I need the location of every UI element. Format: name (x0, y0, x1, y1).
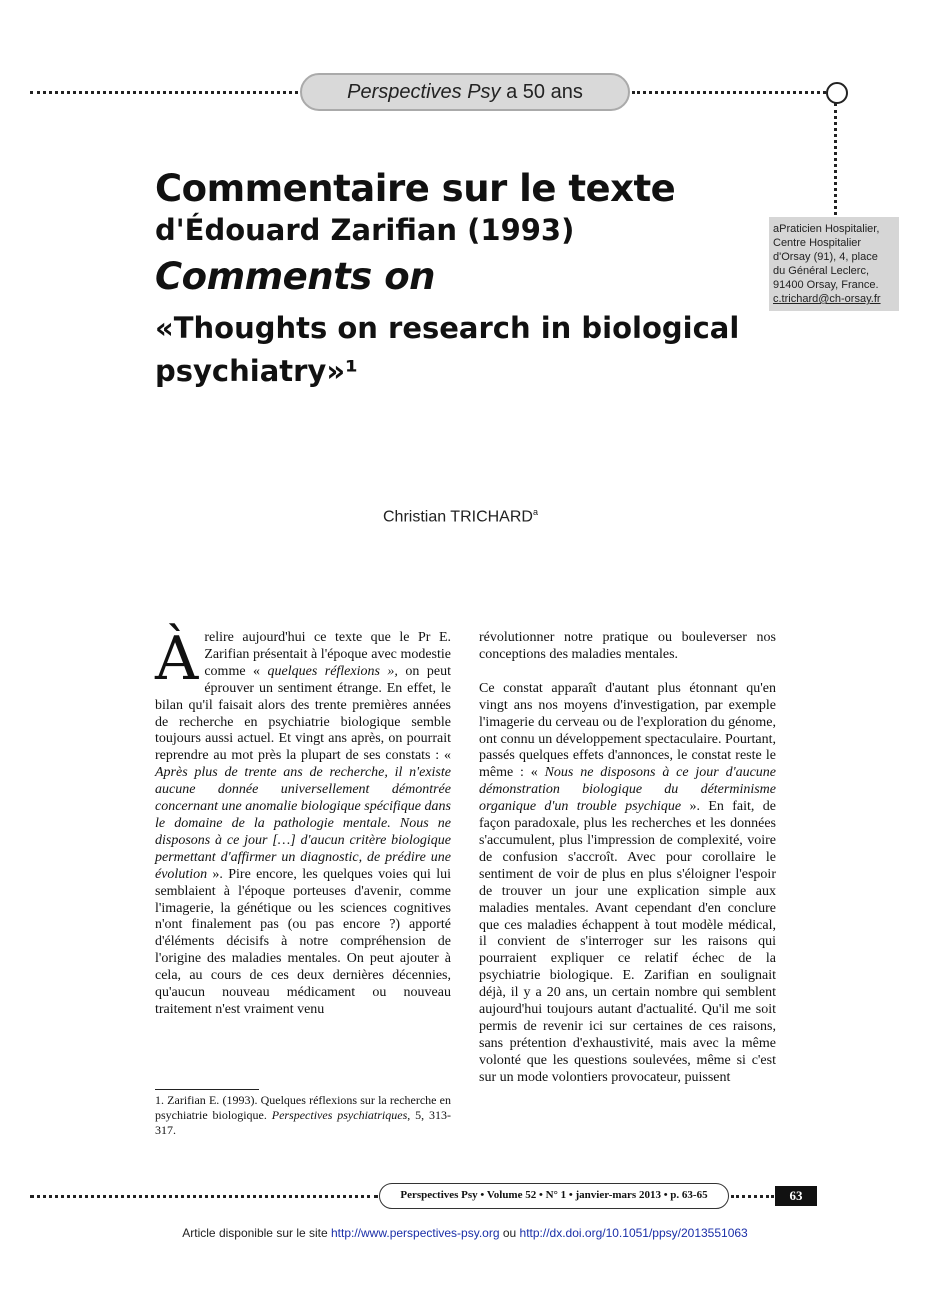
title-line-french: Commentaire sur le texte (155, 167, 676, 210)
title-line-english: Comments on (155, 255, 435, 298)
title-line-english-sub-2: psychiatry»¹ (155, 354, 358, 388)
banner-journal-name: Perspectives Psy (347, 81, 501, 103)
body-text-italic: quelques réflexions », (267, 663, 398, 679)
footnote-text: 1. Zarifian E. (1993). Quelques réflexions sur la recherche en psychiatrie biologique. (155, 1093, 451, 1122)
journal-website-link[interactable]: http://www.perspectives-psy.org (331, 1226, 500, 1240)
article-title (155, 167, 745, 391)
body-text: Ce constat apparaît d'autant plus étonnant qu'en vingt ans nos moyens d'investigation, par exemple l'imagerie du cerveau ou de l'exploration du génome, ont connu un développement spectaculaire. Pourtant, passés quelques effets d'annonces, le constat reste le même : « (479, 680, 776, 781)
header-dotted-line-right (632, 91, 826, 94)
quotation-italic: Après plus de trente ans de recherche, il n'existe aucune donnée universellement démontrée concernant une anomalie biologique spécifique dans le domaine de la pathologie mentale. Nous ne disposons à ce jour […] d'aucun critère biologique permettant d'affirmer un diagnostic, de prédire une évolution (155, 765, 451, 882)
author-name: Christian TRICHARD (383, 508, 533, 526)
banner-anniversary: a 50 ans (500, 81, 583, 103)
body-text: ». En fait, de façon paradoxale, plus les recherches et les données s'accumulent, plus l'impression de complexité, voire de confusion s'accroît. Avec pour corollaire le sentiment de voir de plus en plus s'éloigner l'espoir de trouver un jour une explication simple aux maladies mentales. Avant cependant d'en conclure que ces maladies échappent à tout modèle médical, il convient de s'interroger sur les raisons qui pourraient expliquer ce relatif échec de la psychiatrie biologique. E. Zarifian en soulignait déjà, il y a 20 ans, un certain nombre qui semblent aujourd'hui toujours autant d'actualité. Qu'il me soit permis de revenir ici sur certaines de ces raisons, sans prétention d'exhaustivité, mais avec la même volonté que les questions soulevées, même si c'est sur un mode volontiers provocateur, puissent (479, 799, 776, 1085)
affiliation-box (769, 217, 899, 311)
header-dotted-line-left (30, 91, 298, 94)
body-text: on peut éprouver un sentiment étrange. En effet, le bilan qu'il faisait alors des trente premières années de recherche en psychiatrie biologique semble toujours aussi actuel. Et vingt ans après, on pourrait reprendre au mot près la plupart de ses constats : « (155, 663, 451, 764)
affiliation-line: d'Orsay (91), 4, place (773, 251, 878, 263)
author-affiliation-mark: a (532, 507, 538, 517)
footer-dotted-line-right (731, 1195, 774, 1198)
page-number: 63 (775, 1186, 817, 1206)
journal-banner (300, 73, 630, 111)
affiliation-line: du Général Leclerc, (773, 265, 869, 277)
affiliation-line: Centre Hospitalier (773, 237, 862, 249)
availability-text: Article disponible sur le site (182, 1226, 331, 1240)
affiliation-email-link[interactable]: c.trichard@ch-orsay.fr (773, 293, 881, 305)
author (383, 507, 538, 526)
doi-link[interactable]: http://dx.doi.org/10.1051/ppsy/2013551063 (519, 1226, 748, 1240)
footnote (155, 1093, 451, 1138)
availability-note (0, 1226, 930, 1240)
body-paragraph (155, 624, 451, 1019)
availability-text: ou (499, 1226, 520, 1240)
body-column-right (479, 630, 776, 1087)
footnote-journal: Perspectives psychiatriques (271, 1108, 408, 1122)
drop-cap: À (155, 624, 199, 694)
footer-dotted-line-left (30, 1195, 378, 1198)
affiliation-line: 91400 Orsay, France. (773, 279, 879, 291)
body-paragraph: révolutionner notre pratique ou bouleverser nos conceptions des maladies mentales. (479, 630, 776, 662)
quotation-italic: Nous ne disposons à ce jour d'aucune démonstration biologique du déterminisme organique d'un trouble psychique (479, 765, 776, 815)
header-dotted-line-vertical (834, 103, 837, 215)
footnote-divider (155, 1089, 259, 1090)
affiliation-line: aPraticien Hospitalier, (773, 223, 880, 235)
title-line-french-sub: d'Édouard Zarifian (1993) (155, 213, 575, 247)
body-paragraph (479, 681, 776, 1087)
body-text: relire aujourd'hui ce texte que le Pr E. Zarifian présentait à l'époque avec modestie comme « (204, 630, 451, 679)
footnote-text: , 5, 313-317. (155, 1108, 451, 1137)
footer-citation: Perspectives Psy • Volume 52 • N° 1 • janvier-mars 2013 • p. 63-65 (379, 1183, 729, 1209)
title-line-english-sub: «Thoughts on research in biological (155, 311, 740, 345)
body-text: ». Pire encore, les quelques voies qui lui semblaient à l'époque porteuses d'avenir, comme l'imagerie, la génétique ou les sciences cognitives n'ont finalement pas (ou pas encore ?) apporté d'éléments décisifs à notre compréhension de l'origine des maladies mentales. On peut ajouter à cela, au cours de ces deux dernières décennies, qu'aucun nouveau médicament ou nouveau traitement n'est vraiment venu (155, 866, 451, 1017)
circle-ornament-icon (826, 82, 848, 104)
body-column-left (155, 624, 451, 1019)
